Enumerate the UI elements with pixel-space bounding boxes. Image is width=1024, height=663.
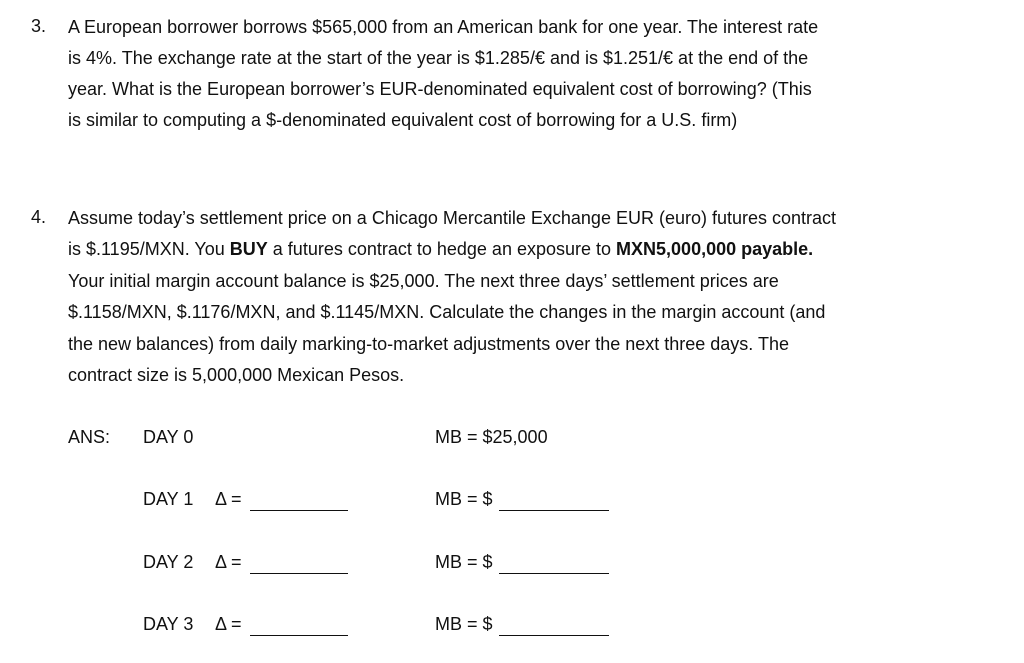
- question-4-line-6: contract size is 5,000,000 Mexican Pesos.: [68, 365, 405, 385]
- day-0-label: DAY 0: [143, 427, 194, 447]
- question-3-line-1: A European borrower borrows $565,000 from an American bank for one year. The interest rate: [68, 17, 819, 37]
- day-3-mb-label: MB = $: [435, 614, 493, 634]
- day-1-mb-blank[interactable]: [499, 510, 609, 511]
- day-1-label: DAY 1: [143, 489, 194, 509]
- day-3-delta-label: Δ =: [215, 614, 242, 634]
- day-2-mb-blank[interactable]: [499, 573, 609, 574]
- day-3-label: DAY 3: [143, 614, 194, 634]
- question-3-line-3: year. What is the European borrower’s EUR-denominated equivalent cost of borrowing? (This: [68, 79, 812, 99]
- question-4-line-4: $.1158/MXN, $.1176/MXN, and $.1145/MXN. Calculate the changes in the margin account (and: [68, 302, 826, 322]
- question-4-number: 4.: [31, 207, 47, 227]
- day-2-delta-blank[interactable]: [250, 573, 348, 574]
- day-1-mb-label: MB = $: [435, 489, 493, 509]
- question-3-number: 3.: [31, 16, 47, 36]
- question-4-line-1: Assume today’s settlement price on a Chicago Mercantile Exchange EUR (euro) futures contract: [68, 208, 837, 228]
- buy-emphasis: BUY: [229, 239, 268, 259]
- answer-label: ANS:: [68, 427, 111, 447]
- day-3-mb-blank[interactable]: [499, 635, 609, 636]
- day-0-margin-balance: MB = $25,000: [435, 427, 548, 447]
- question-3-line-2: is 4%. The exchange rate at the start of the year is $1.285/€ and is $1.251/€ at the end of the: [68, 48, 809, 68]
- question-3-line-4: is similar to computing a $-denominated equivalent cost of borrowing for a U.S. firm): [68, 110, 738, 130]
- question-4-line-5: the new balances) from daily marking-to-market adjustments over the next three days. The: [68, 334, 790, 354]
- question-4-line-2-a: is $.1195/MXN. You: [68, 239, 230, 259]
- day-2-mb-label: MB = $: [435, 552, 493, 572]
- day-1-delta-label: Δ =: [215, 489, 242, 509]
- question-4-line-3: Your initial margin account balance is $25,000. The next three days’ settlement prices are: [68, 271, 779, 291]
- question-4-line-2: [68, 238, 813, 260]
- day-1-delta-blank[interactable]: [250, 510, 348, 511]
- payable-emphasis: MXN5,000,000 payable.: [616, 239, 814, 259]
- day-3-delta-blank[interactable]: [250, 635, 348, 636]
- day-2-delta-label: Δ =: [215, 552, 242, 572]
- question-4-line-2-b: a futures contract to hedge an exposure to: [267, 239, 617, 259]
- day-2-label: DAY 2: [143, 552, 194, 572]
